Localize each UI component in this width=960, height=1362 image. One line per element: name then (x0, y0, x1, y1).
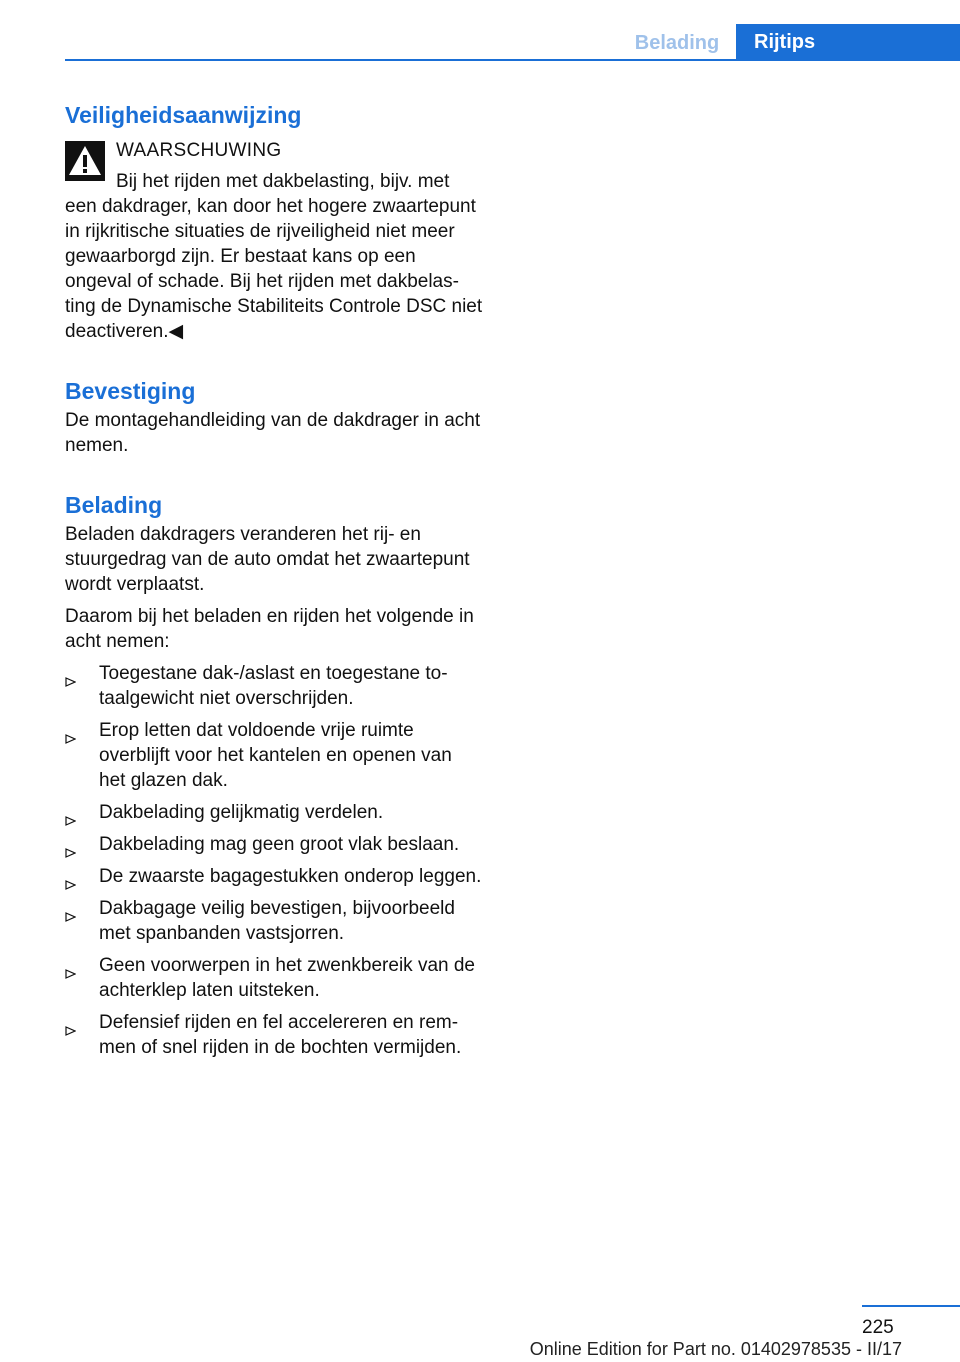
list-item-text: Dakbelading gelijkmatig verdelen. (99, 802, 384, 823)
list-item (65, 800, 483, 825)
list-item-text: Geen voorwerpen in het zwenkbereik van de achterklep laten uitsteken. (99, 955, 476, 1001)
safety-heading: Veiligheidsaanwijzing (65, 102, 302, 128)
warning-text: Bij het rijden met dakbelasting, bijv. met een dakdrager, kan door het hogere zwaartepunt in rijkritische situaties de rijveiligheid niet meer gewaarborgd zijn. Er bestaat kans op een ongeval of schade. Bij het rijden met dakbelasting de Dynamische Stabiliteits Controle DSC niet deactiveren.◀ (65, 171, 483, 342)
edition-note: Online Edition for Part no. 01402978535 - II/17 (529, 1339, 902, 1359)
chapter-tab[interactable]: Rijtips (736, 24, 960, 61)
list-item (65, 864, 483, 889)
section-tab[interactable]: Belading (634, 32, 720, 54)
list-item-text: Defensief rijden en fel accelereren en remmen of snel rijden in de bochten vermijden. (99, 1012, 462, 1058)
list-item (65, 896, 483, 946)
footer-rule (862, 1305, 960, 1307)
list-item (65, 1010, 483, 1060)
list-item-text: De zwaarste bagagestukken onderop leggen. (99, 866, 482, 887)
list-item (65, 832, 483, 857)
list-item-text: Toegestane dak-/aslast en toegestane totaalgewicht niet overschrijden. (99, 663, 448, 709)
list-item (65, 953, 483, 1003)
list-item (65, 718, 483, 793)
loading-list (65, 661, 483, 1060)
list-item (65, 661, 483, 711)
loading-heading: Belading (65, 492, 163, 518)
page-content (65, 100, 483, 1067)
fastening-text: De montagehandleiding van de dakdrager in acht nemen. (65, 410, 481, 456)
triangle-bullet-icon (65, 726, 76, 736)
fastening-heading: Bevestiging (65, 378, 196, 404)
page-number: 225 (862, 1317, 894, 1338)
triangle-bullet-icon (65, 904, 76, 914)
triangle-bullet-icon (65, 808, 76, 818)
loading-text-1: Beladen dakdragers veranderen het rij- en stuurgedrag van de auto omdat het zwaartepunt wordt verplaatst. (65, 524, 470, 595)
loading-section (65, 490, 483, 1060)
triangle-bullet-icon (65, 840, 76, 850)
list-item-text: Erop letten dat voldoende vrije ruimte overblijft voor het kantelen en openen van het glazen dak. (99, 720, 452, 791)
fastening-section (65, 376, 483, 458)
warning-block (65, 138, 483, 344)
safety-section (65, 100, 483, 344)
warning-triangle-icon (65, 141, 105, 181)
triangle-bullet-icon (65, 1018, 76, 1028)
loading-text-2: Daarom bij het beladen en rijden het volgende in acht nemen: (65, 606, 474, 652)
triangle-bullet-icon (65, 961, 76, 971)
warning-label: WAARSCHUWING (116, 140, 282, 161)
list-item-text: Dakbagage veilig bevestigen, bijvoorbeeld met spanbanden vastsjorren. (99, 898, 455, 944)
list-item-text: Dakbelading mag geen groot vlak beslaan. (99, 834, 460, 855)
triangle-bullet-icon (65, 872, 76, 882)
triangle-bullet-icon (65, 669, 76, 679)
